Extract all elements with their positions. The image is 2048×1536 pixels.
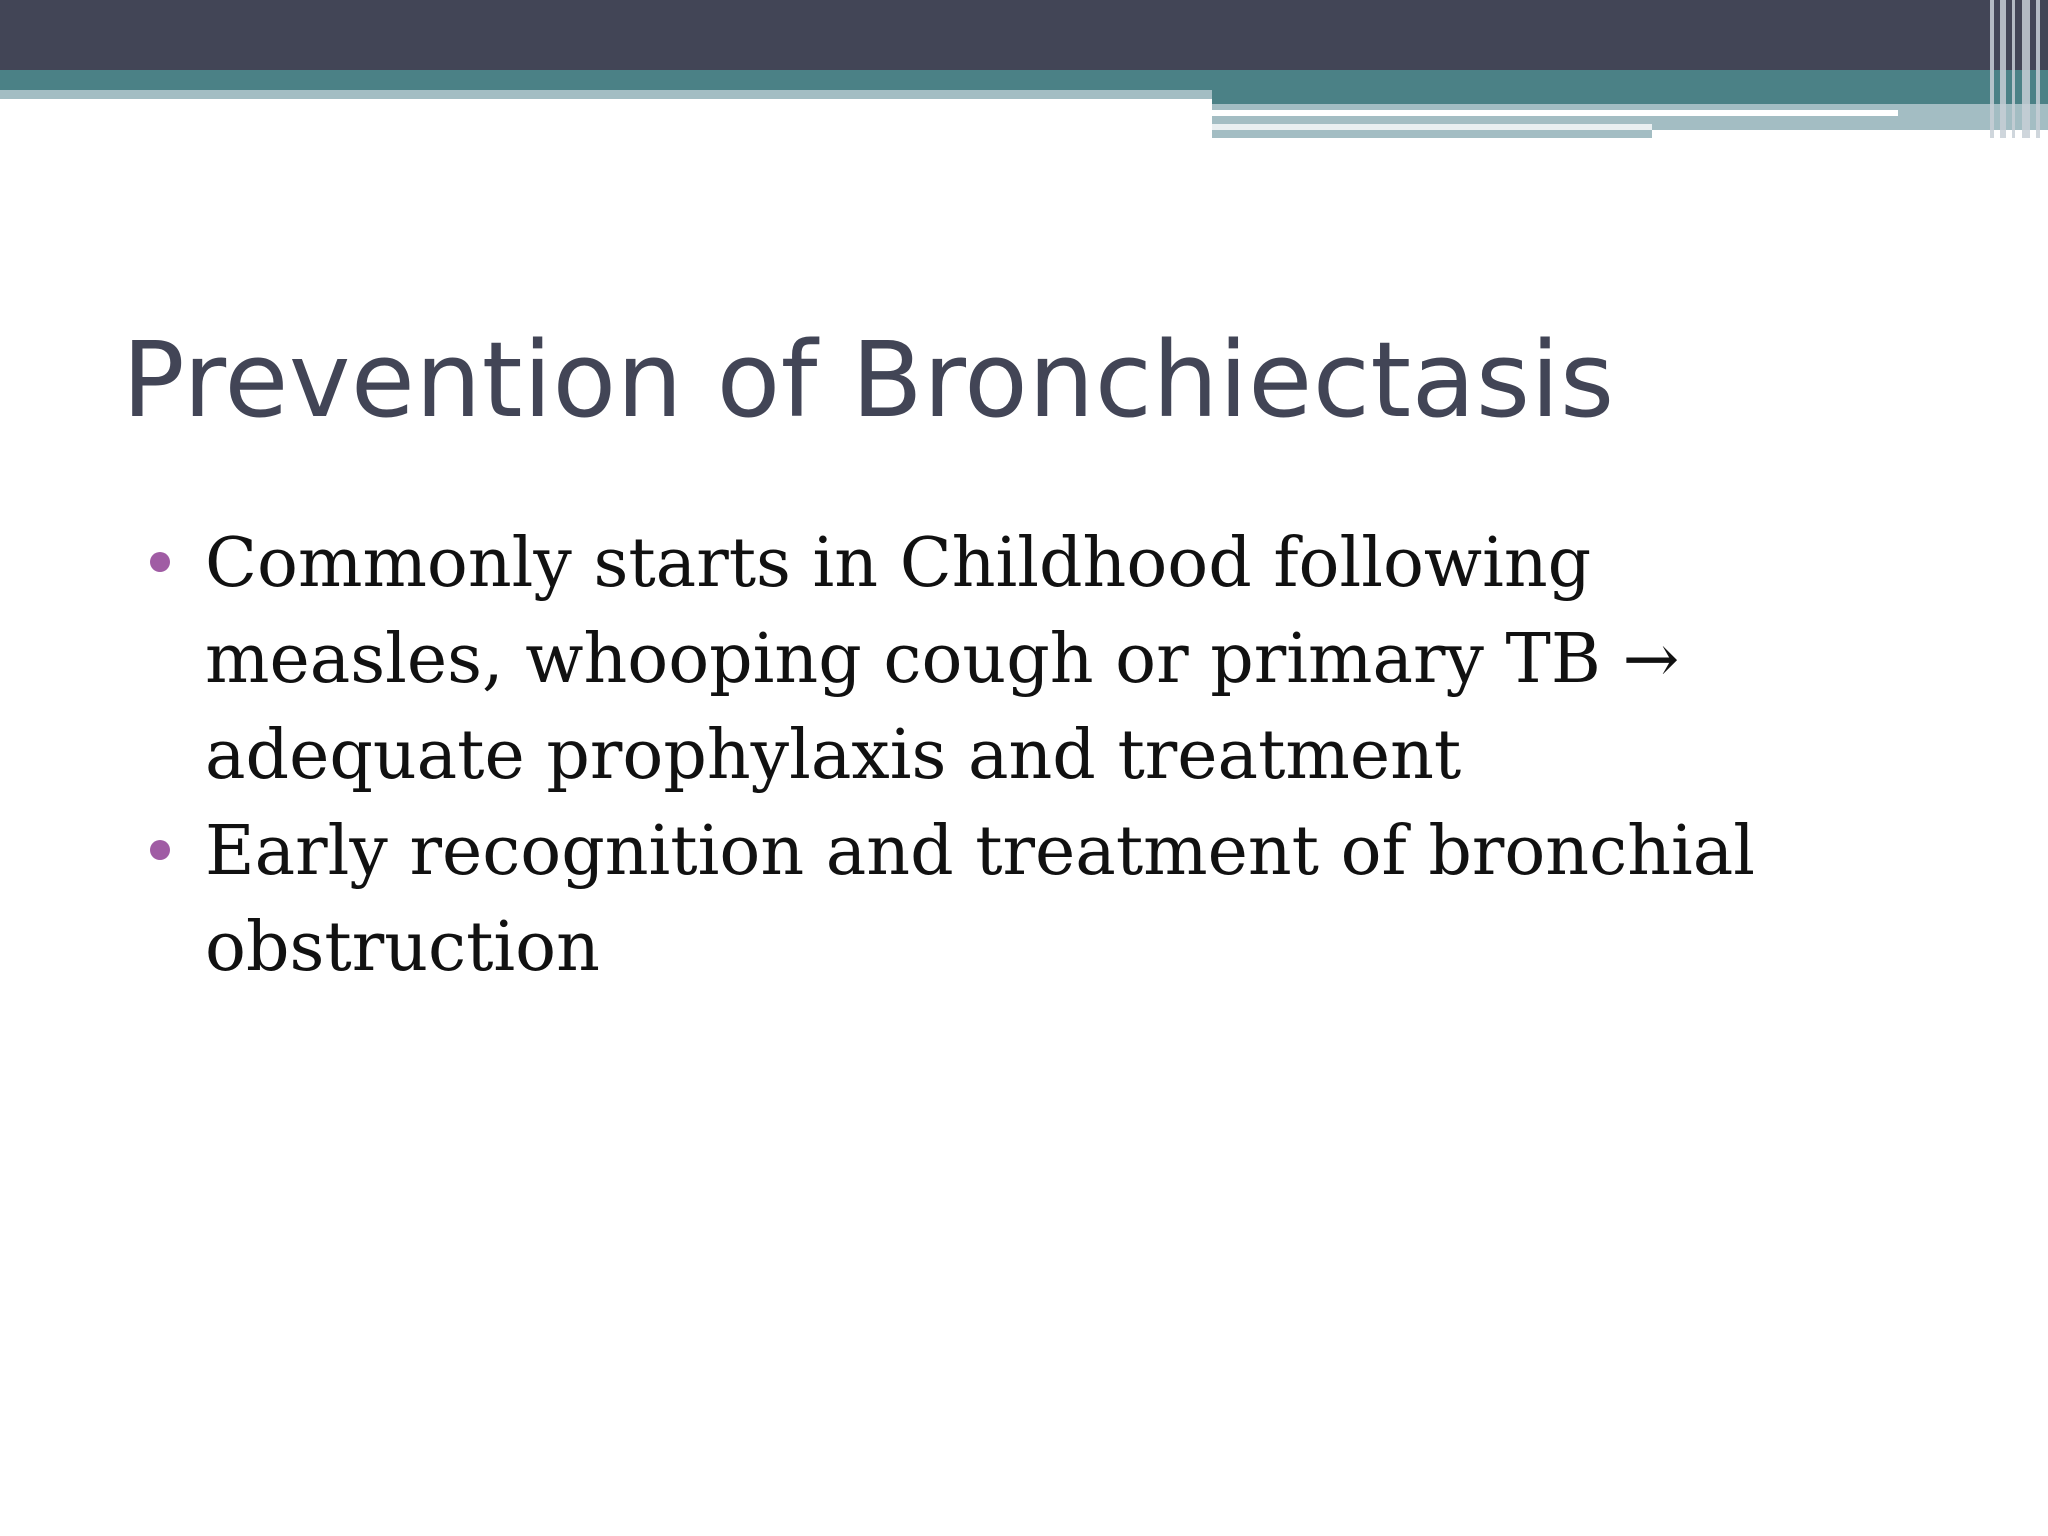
bullet-item xyxy=(205,516,1845,804)
bullet-text-line: Early recognition and treatment of bronchial xyxy=(205,812,1756,891)
bullet-text-line: measles, whooping cough or primary TB → xyxy=(205,620,1680,699)
banner-white-line-short xyxy=(1212,124,1652,130)
banner-light-stripe-left xyxy=(0,90,1212,99)
bullet-marker-icon xyxy=(150,840,170,860)
banner-teal-bar-right xyxy=(1212,90,2048,104)
slide-title: Prevention of Bronchiectasis xyxy=(122,319,1615,441)
corner-stripes-decoration xyxy=(1984,0,2048,138)
banner-teal-bar xyxy=(0,70,2048,90)
banner-dark-bar xyxy=(0,0,2048,70)
bullet-text-line: Commonly starts in Childhood following xyxy=(205,524,1592,603)
banner-white-line xyxy=(1212,110,1898,116)
bullet-marker-icon xyxy=(150,552,170,572)
bullet-item xyxy=(205,804,1845,996)
bullet-list xyxy=(205,516,1845,996)
bullet-text-line: adequate prophylaxis and treatment xyxy=(205,716,1462,795)
bullet-text-line: obstruction xyxy=(205,908,600,987)
